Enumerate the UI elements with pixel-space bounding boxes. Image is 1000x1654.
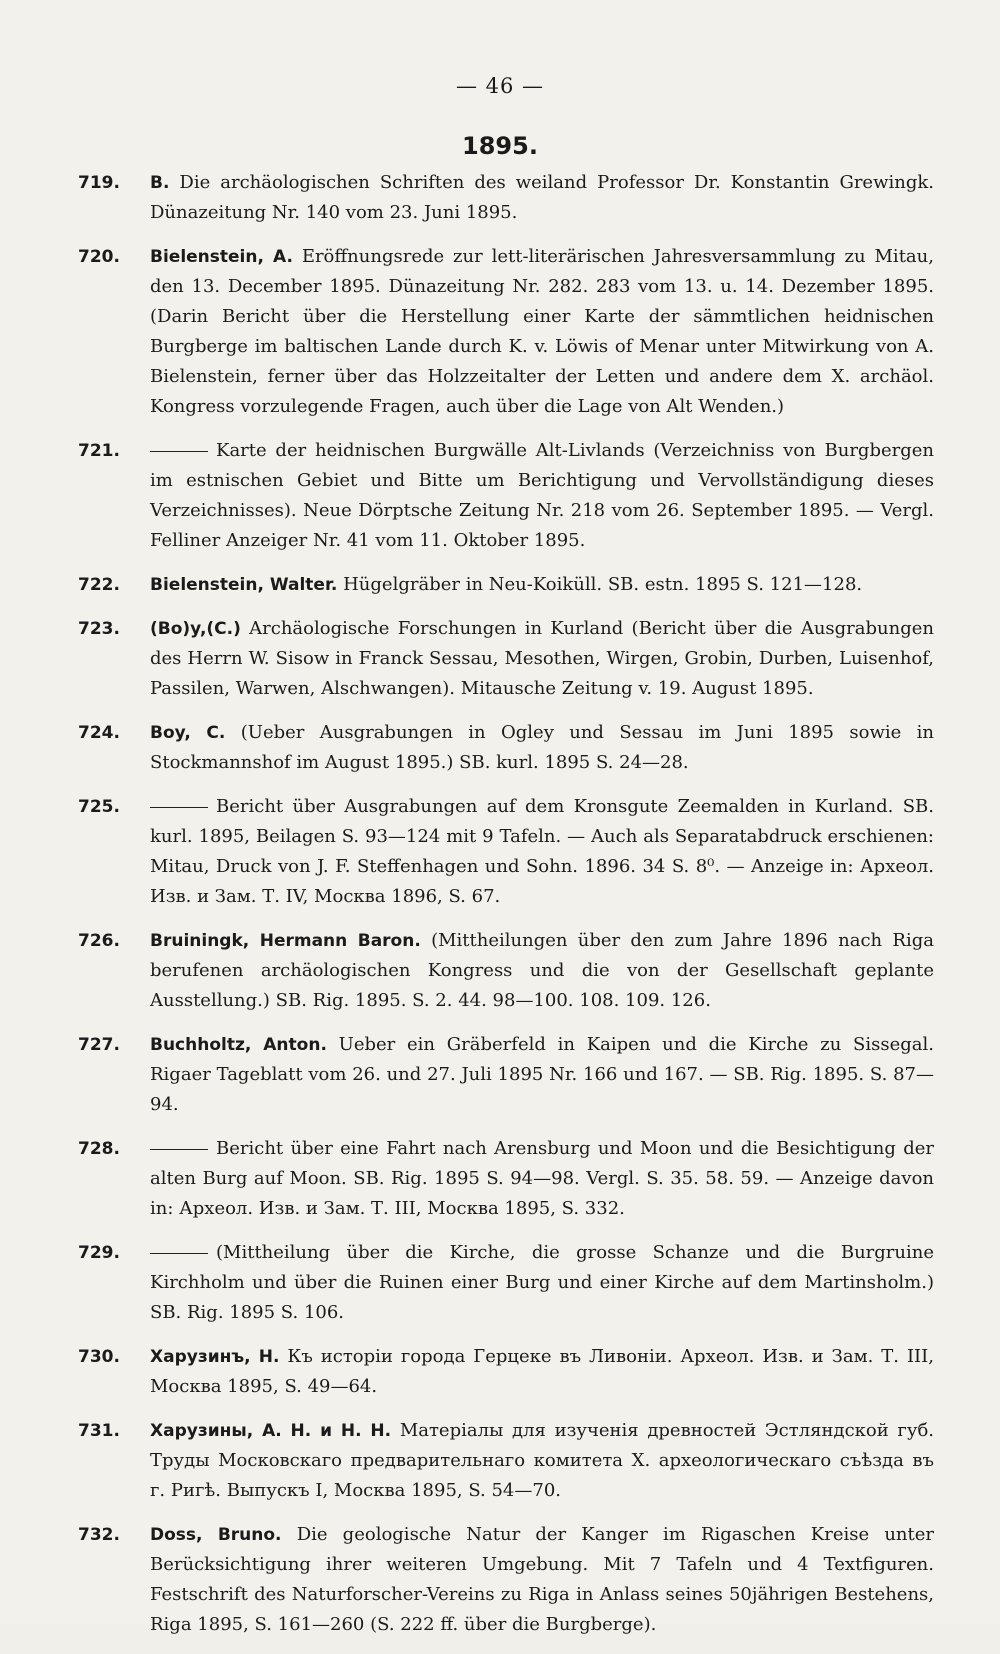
entry-author: Buchholtz, Anton. [150, 1035, 327, 1055]
entry-body [150, 436, 934, 556]
entry-author: Boy, C. [150, 723, 226, 743]
year-heading: 1895. [462, 132, 538, 160]
bibliography-entry [78, 570, 934, 600]
entry-body [150, 1342, 934, 1402]
bibliography-entry [78, 436, 934, 556]
entry-text: Archäologische Forschungen in Kurland (Bericht über die Ausgrabungen des Herrn W. Sisow in Franck Sessau, Mesothen, Wirgen, Grobin, Durben, Luisenhof, Passilen, Warwen, Alschwangen). Mitausche Zeitung v. 19. August 1895. [150, 618, 934, 699]
bibliography-entry [78, 792, 934, 912]
entry-body [150, 792, 934, 912]
entry-author: Харузинъ, Н. [150, 1347, 280, 1367]
entry-number: 727. [78, 1035, 120, 1055]
entry-number: 731. [78, 1421, 120, 1441]
entry-number: 723. [78, 619, 120, 639]
entry-author: Doss, Bruno. [150, 1525, 282, 1545]
entry-text: Hügelgräber in Neu-Koiküll. SB. estn. 1895 S. 121—128. [343, 574, 863, 595]
entry-body [150, 1134, 934, 1224]
bibliography-entry [78, 926, 934, 1016]
entry-text: Die archäologischen Schriften des weiland Professor Dr. Konstantin Grewingk. Dünazeitung Nr. 140 vom 23. Juni 1895. [150, 172, 934, 223]
bibliography-entry [78, 614, 934, 704]
entry-text: Karte der heidnischen Burgwälle Alt-Livlands (Verzeichniss von Burgbergen im estnischen Gebiet und Bitte um Berichtigung und Vervollständigung dieses Verzeichnisses). Neue Dörptsche Zeitung Nr. 218 vom 26. September 1895. — Vergl. Felliner Anzeiger Nr. 41 vom 11. Oktober 1895. [150, 440, 934, 551]
entry-number: 721. [78, 441, 120, 461]
entry-author: Bruiningk, Hermann Baron. [150, 931, 421, 951]
entry-author: (Bo)y,(C.) [150, 619, 241, 639]
entry-number: 725. [78, 797, 120, 817]
entry-text: Die geologische Natur der Kanger im Rigaschen Kreise unter Berücksichtigung ihrer weiteren Umgebung. Mit 7 Tafeln und 4 Textfiguren. Festschrift des Naturforscher-Vereins zu Riga in Anlass seines 50jährigen Bestehens, Riga 1895, S. 161—260 (S. 222 ff. über die Burgberge). [150, 1524, 934, 1635]
bibliography-entry [78, 718, 934, 778]
entry-author: Bielenstein, A. [150, 247, 293, 267]
entry-body [150, 168, 934, 228]
entry-text: (Mittheilung über die Kirche, die grosse Schanze und die Burgruine Kirchholm und über die Ruinen einer Burg und einer Kirche auf dem Martinsholm.) SB. Rig. 1895 S. 106. [150, 1242, 934, 1323]
entry-number: 732. [78, 1525, 120, 1545]
entry-number: 719. [78, 173, 120, 193]
bibliography-entry [78, 168, 934, 228]
entry-author: B. [150, 173, 170, 193]
bibliography-entry [78, 1342, 934, 1402]
bibliography-entry [78, 242, 934, 422]
entry-text: Bericht über eine Fahrt nach Arensburg und Moon und die Besichtigung der alten Burg auf Moon. SB. Rig. 1895 S. 94—98. Vergl. S. 35. 58. 59. — Anzeige davon in: Археол. Изв. и Зам. Т. III, Москва 1895, S. 332. [150, 1138, 934, 1219]
entry-author: Харузины, А. Н. и Н. Н. [150, 1421, 392, 1441]
entry-text: Матеріалы для изученія древностей Эстляндской губ. Труды Московскаго предварительнаго комитета X. археологическаго съѣзда въ г. Ригѣ. Выпускъ I, Москва 1895, S. 54—70. [150, 1420, 934, 1501]
entry-body [150, 1030, 934, 1120]
entry-number: 722. [78, 575, 120, 595]
entry-text: Къ исторіи города Герцеке въ Ливоніи. Археол. Изв. и Зам. Т. III, Москва 1895, S. 49—64. [150, 1346, 935, 1397]
entry-body [150, 926, 934, 1016]
entry-text: Bericht über Ausgrabungen auf dem Kronsgute Zeemalden in Kurland. SB. kurl. 1895, Beilagen S. 93—124 mit 9 Tafeln. — Auch als Separatabdruck erschienen: Mitau, Druck von J. F. Steffenhagen und Sohn. 1896. 34 S. 8⁰. — Anzeige in: Археол. Изв. и Зам. Т. IV, Москва 1896, S. 67. [150, 796, 934, 907]
entry-number: 728. [78, 1139, 120, 1159]
entry-text: Ueber ein Gräberfeld in Kaipen und die Kirche zu Sissegal. Rigaer Tageblatt vom 26. und 27. Juli 1895 Nr. 166 und 167. — SB. Rig. 1895. S. 87—94. [150, 1034, 934, 1115]
entry-body [150, 718, 934, 778]
bibliography-entry [78, 1030, 934, 1120]
ditto-dash [150, 807, 208, 808]
entry-body [150, 614, 934, 704]
entry-body [150, 570, 934, 600]
entry-number: 729. [78, 1243, 120, 1263]
entry-body [150, 1416, 934, 1506]
entry-body [150, 1238, 934, 1328]
ditto-dash [150, 1149, 208, 1150]
entry-number: 730. [78, 1347, 120, 1367]
bibliography-list [78, 168, 934, 1654]
entry-number: 724. [78, 723, 120, 743]
entry-body [150, 1520, 934, 1640]
bibliography-entry [78, 1520, 934, 1640]
entry-text: Eröffnungsrede zur lett-literärischen Jahresversammlung zu Mitau, den 13. December 1895. Dünazeitung Nr. 282. 283 vom 13. u. 14. Dezember 1895. (Darin Bericht über die Herstellung einer Karte der sämmtlichen heidnischen Burgberge im baltischen Lande durch K. v. Löwis of Menar unter Mitwirkung von A. Bielenstein, ferner über das Holzzeitalter der Letten und andere dem X. archäol. Kongress vorzulegende Fragen, auch über die Lage von Alt Wenden.) [150, 246, 934, 417]
entry-text: (Ueber Ausgrabungen in Ogley und Sessau im Juni 1895 sowie in Stockmannshof im August 1895.) SB. kurl. 1895 S. 24—28. [150, 722, 934, 773]
bibliography-entry [78, 1134, 934, 1224]
bibliography-entry [78, 1416, 934, 1506]
ditto-dash [150, 1253, 208, 1254]
bibliography-entry [78, 1238, 934, 1328]
entry-number: 720. [78, 247, 120, 267]
entry-text: (Mittheilungen über den zum Jahre 1896 nach Riga berufenen archäologischen Kongress und die von der Gesellschaft geplante Ausstellung.) SB. Rig. 1895. S. 2. 44. 98—100. 108. 109. 126. [150, 930, 934, 1011]
entry-number: 726. [78, 931, 120, 951]
entry-body [150, 242, 934, 422]
page-number: — 46 — [455, 74, 545, 98]
entry-author: Bielenstein, Walter. [150, 575, 338, 595]
ditto-dash [150, 451, 208, 452]
